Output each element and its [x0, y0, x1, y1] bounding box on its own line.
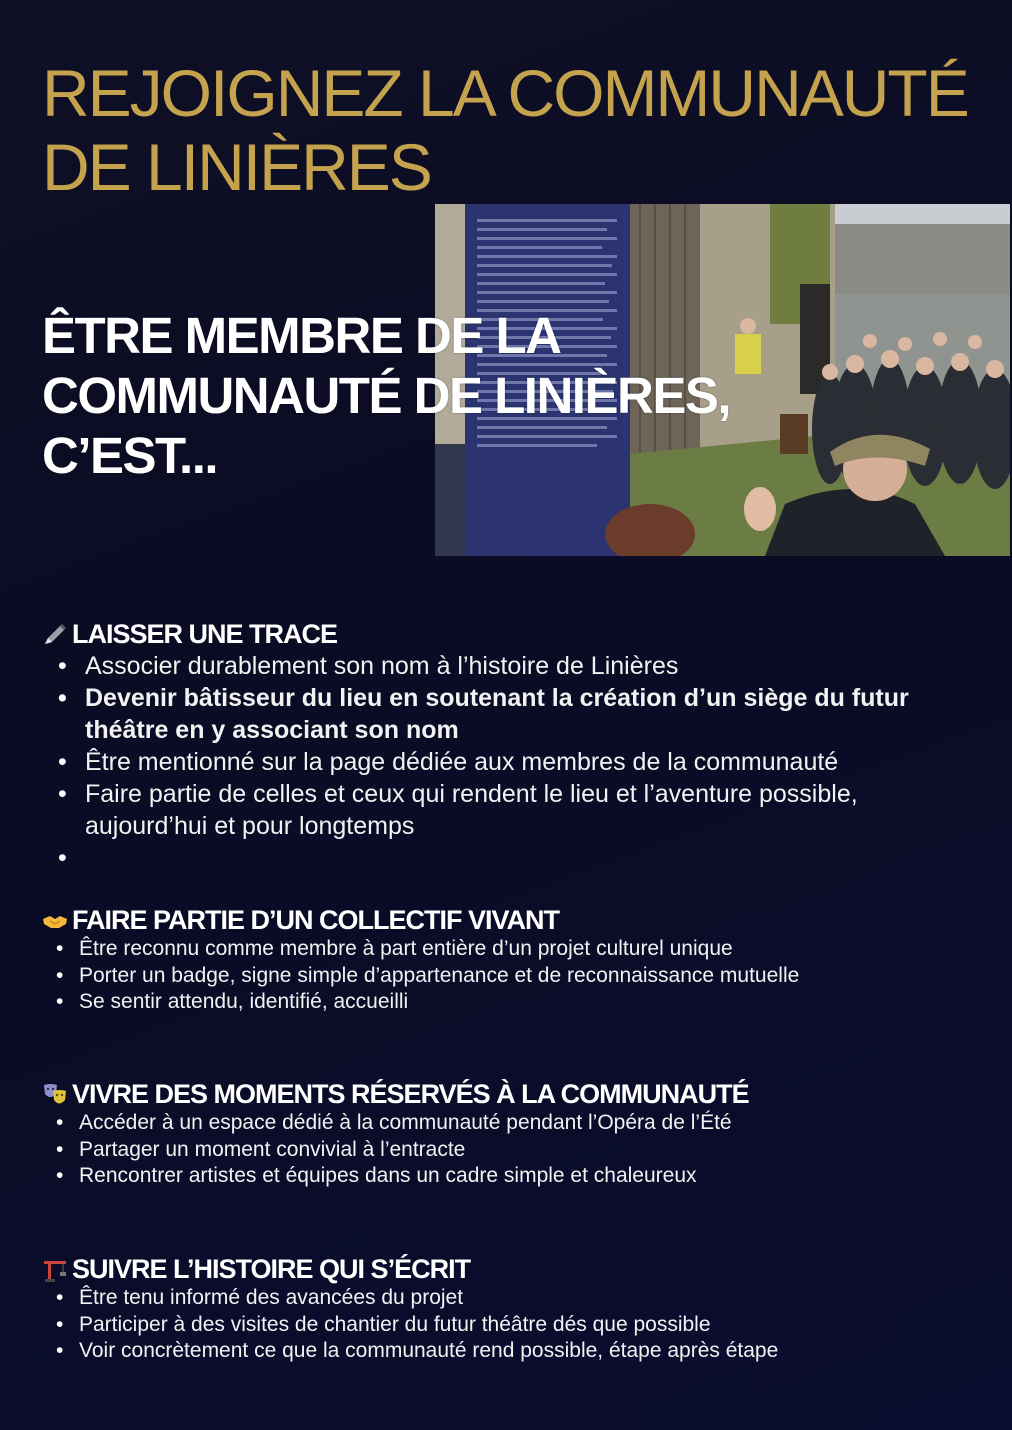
- bullet-list: [42, 1110, 972, 1190]
- bullet-list: [42, 650, 972, 874]
- section-moments-reserves: [42, 1078, 972, 1190]
- construction-crane-icon: [42, 1257, 70, 1281]
- bullet-list: [42, 1285, 972, 1365]
- section-heading: [42, 618, 972, 650]
- section-heading-label: FAIRE PARTIE D’UN COLLECTIF VIVANT: [72, 905, 560, 935]
- theater-masks-icon: [42, 1082, 70, 1106]
- list-item: • Faire partie de celles et ceux qui rendent le lieu et l’aventure possible, aujourd’hui et pour longtemps: [42, 778, 972, 842]
- list-item: • Être mentionné sur la page dédiée aux membres de la communauté: [42, 746, 972, 778]
- list-item: • Associer durablement son nom à l’histoire de Linières: [42, 650, 972, 682]
- list-item: • Rencontrer artistes et équipes dans un cadre simple et chaleureux: [42, 1163, 972, 1190]
- list-item-empty: [42, 842, 972, 874]
- section-heading-label: LAISSER UNE TRACE: [72, 619, 338, 649]
- section-collectif-vivant: [42, 904, 972, 1016]
- list-item: • Voir concrètement ce que la communauté rend possible, étape après étape: [42, 1338, 972, 1365]
- handshake-icon: [42, 908, 70, 932]
- page-title: REJOIGNEZ LA COMMUNAUTÉ DE LINIÈRES: [42, 56, 968, 204]
- bullet-list: [42, 936, 972, 1016]
- list-item: • Participer à des visites de chantier du futur théâtre dés que possible: [42, 1312, 972, 1339]
- list-item: • Porter un badge, signe simple d’appartenance et de reconnaissance mutuelle: [42, 963, 972, 990]
- section-heading: [42, 1078, 972, 1110]
- section-heading-label: SUIVRE L’HISTOIRE QUI S’ÉCRIT: [72, 1254, 471, 1284]
- section-heading-label: VIVRE DES MOMENTS RÉSERVÉS À LA COMMUNAUTÉ: [72, 1079, 749, 1109]
- list-item: • Accéder à un espace dédié à la communauté pendant l’Opéra de l’Été: [42, 1110, 972, 1137]
- list-item: • Se sentir attendu, identifié, accueilli: [42, 989, 972, 1016]
- list-item: • Être reconnu comme membre à part entière d’un projet culturel unique: [42, 936, 972, 963]
- section-laisser-une-trace: [42, 618, 972, 874]
- list-item: • Devenir bâtisseur du lieu en soutenant la création d’un siège du futur théâtre en y associant son nom: [42, 682, 972, 746]
- pen-icon: [42, 622, 70, 646]
- section-histoire-qui-s-ecrit: [42, 1253, 972, 1365]
- section-heading: [42, 1253, 972, 1285]
- section-heading: [42, 904, 972, 936]
- section-subtitle: ÊTRE MEMBRE DE LA COMMUNAUTÉ DE LINIÈRES, C’EST...: [42, 307, 731, 484]
- list-item: • Partager un moment convivial à l’entracte: [42, 1137, 972, 1164]
- list-item: • Être tenu informé des avancées du projet: [42, 1285, 972, 1312]
